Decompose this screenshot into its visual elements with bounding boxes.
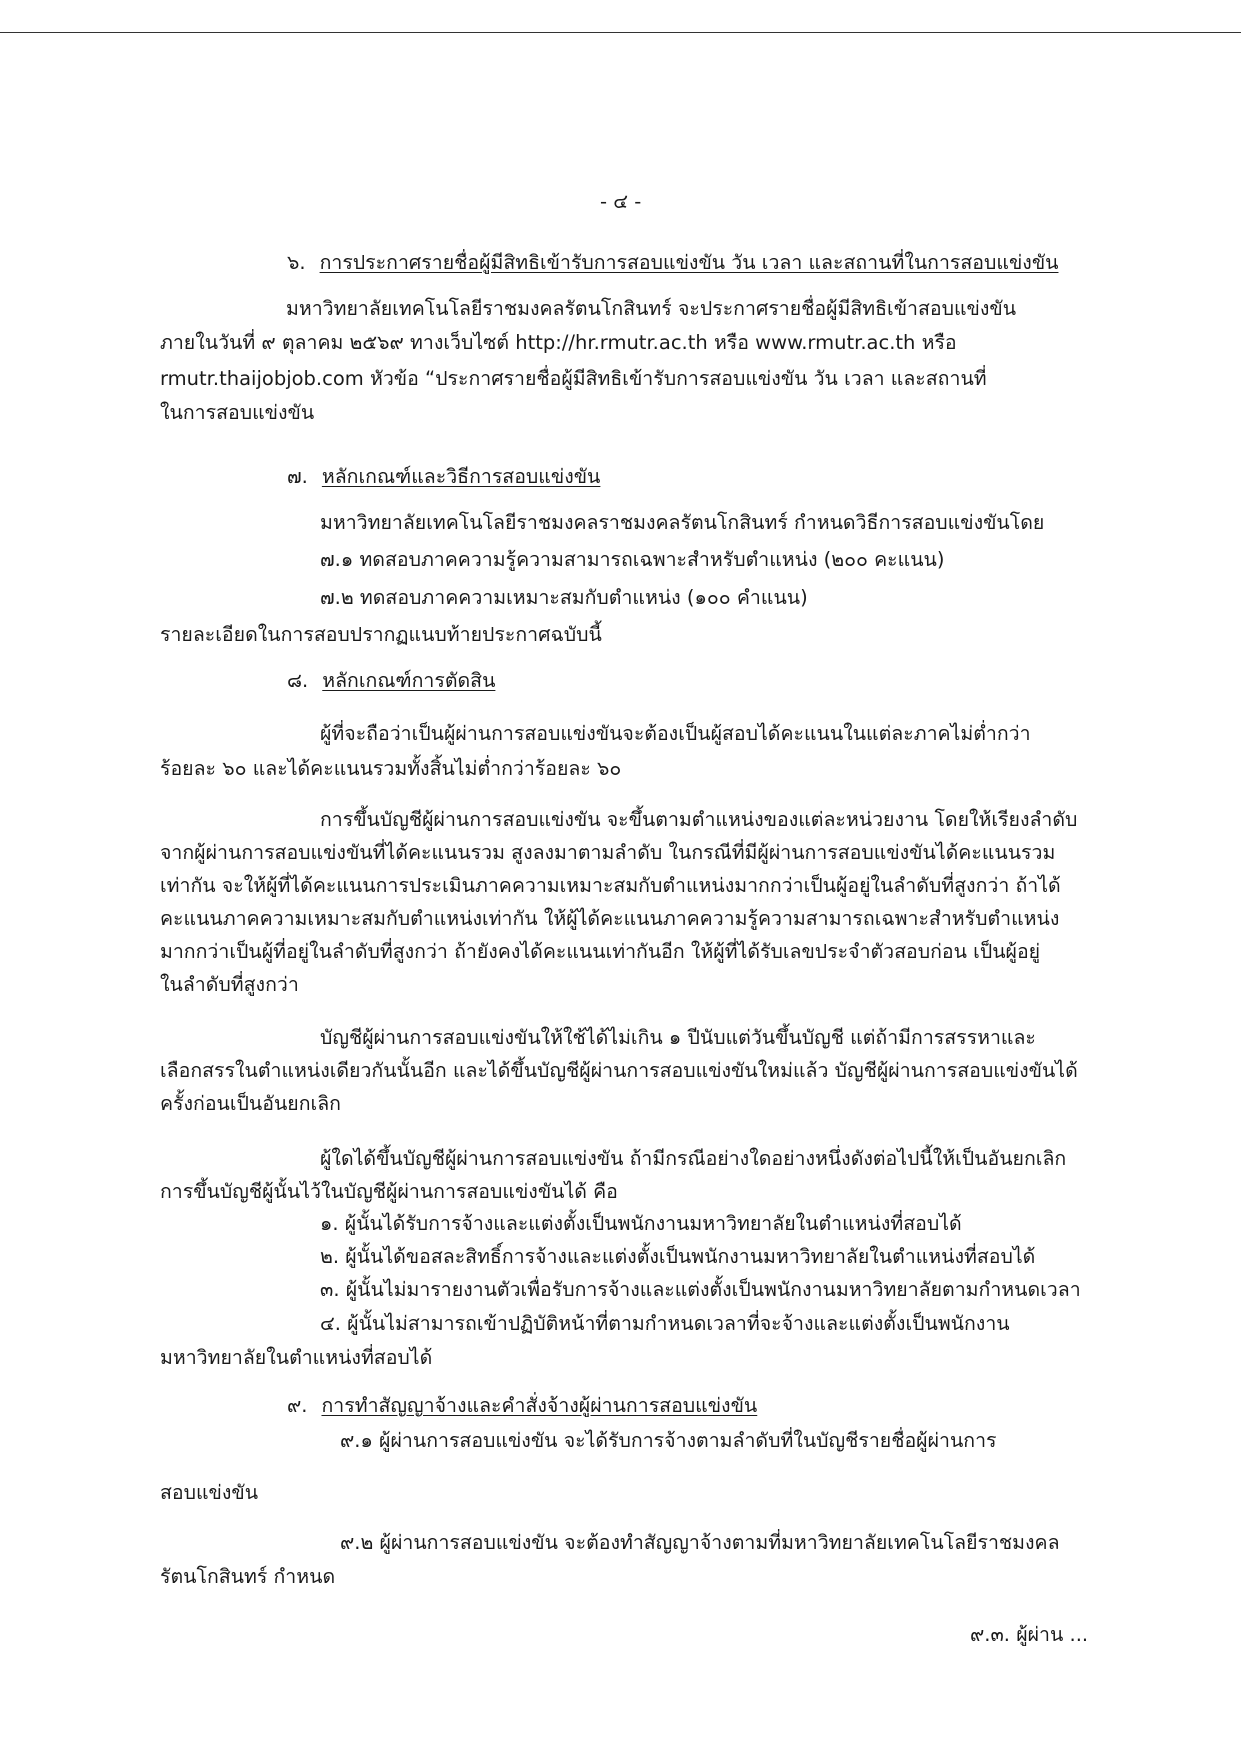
s8-line-5: เท่ากัน จะให้ผู้ที่ได้คะแนนการประเมินภาคความเหมาะสมกับตำแหน่งมากกว่าเป็นผู้อยู่ในลำดับที่สูงกว่า ถ้าได้ bbox=[160, 874, 1061, 897]
s6-line-2: ภายในวันที่ ๙ ตุลาคม ๒๕๖๙ ทางเว็บไซต์ http://hr.rmutr.ac.th หรือ www.rmutr.ac.th หรือ bbox=[160, 331, 957, 354]
section-8-title: หลักเกณฑ์การตัดสิน bbox=[322, 669, 496, 692]
s8-line-1: ผู้ที่จะถือว่าเป็นผู้ผ่านการสอบแข่งขันจะต้องเป็นผู้สอบได้คะแนนในแต่ละภาคไม่ต่ำกว่า bbox=[320, 722, 1031, 745]
s8-line-4: จากผู้ผ่านการสอบแข่งขันที่ได้คะแนนรวม สูงลงมาตามลำดับ ในกรณีที่มีผู้ผ่านการสอบแข่งขันได้คะแนนรวม bbox=[160, 841, 1056, 864]
s8-line-9: บัญชีผู้ผ่านการสอบแข่งขันให้ใช้ได้ไม่เกิน ๑ ปีนับแต่วันขึ้นบัญชี แต่ถ้ามีการสรรหาและ bbox=[320, 1026, 1036, 1049]
s8-item-1: ๑. ผู้นั้นได้รับการจ้างและแต่งตั้งเป็นพนักงานมหาวิทยาลัยในตำแหน่งที่สอบได้ bbox=[320, 1212, 962, 1235]
s8-item-3: ๓. ผู้นั้นไม่มารายงานตัวเพื่อรับการจ้างและแต่งตั้งเป็นพนักงานมหาวิทยาลัยตามกำหนดเวลา bbox=[320, 1278, 1081, 1301]
s8-line-3: การขึ้นบัญชีผู้ผ่านการสอบแข่งขัน จะขึ้นตามตำแหน่งของแต่ละหน่วยงาน โดยให้เรียงลำดับ bbox=[320, 808, 1078, 831]
s8-line-13: การขึ้นบัญชีผู้นั้นไว้ในบัญชีผู้ผ่านการสอบแข่งขันได้ คือ bbox=[160, 1180, 618, 1203]
section-6-title: การประกาศรายชื่อผู้มีสิทธิเข้ารับการสอบแข่งขัน วัน เวลา และสถานที่ในการสอบแข่งขัน bbox=[319, 251, 1059, 274]
s8-line-11: ครั้งก่อนเป็นอันยกเลิก bbox=[160, 1092, 341, 1115]
section-9-title: การทำสัญญาจ้างและคำสั่งจ้างผู้ผ่านการสอบแข่งขัน bbox=[321, 1394, 758, 1417]
s8-line-8: ในลำดับที่สูงกว่า bbox=[160, 973, 299, 996]
s8-line-10: เลือกสรรในตำแหน่งเดียวกันนั้นอีก และได้ขึ้นบัญชีผู้ผ่านการสอบแข่งขันใหม่แล้ว บัญชีผู้ผ่านการสอบแข่งขันได้ bbox=[160, 1059, 1078, 1082]
s8-line-2: ร้อยละ ๖๐ และได้คะแนนรวมทั้งสิ้นไม่ต่ำกว่าร้อยละ ๖๐ bbox=[160, 757, 622, 780]
s9-line-2: สอบแข่งขัน bbox=[160, 1481, 259, 1504]
s7-line-4: รายละเอียดในการสอบปรากฏแนบท้ายประกาศฉบับนี้ bbox=[160, 623, 602, 646]
section-8-heading bbox=[287, 668, 495, 694]
section-6-heading bbox=[287, 250, 1058, 276]
section-8-number: ๘. bbox=[287, 669, 309, 692]
s8-item-2: ๒. ผู้นั้นได้ขอสละสิทธิ์การจ้างและแต่งตั้งเป็นพนักงานมหาวิทยาลัยในตำแหน่งที่สอบได้ bbox=[320, 1245, 1036, 1268]
top-scan-line bbox=[0, 32, 1241, 33]
s8-line-7: มากกว่าเป็นผู้ที่อยู่ในลำดับที่สูงกว่า ถ้ายังคงได้คะแนนเท่ากันอีก ให้ผู้ที่ได้รับเลขประจำตัวสอบก่อน เป็นผู้อยู่ bbox=[160, 940, 1041, 963]
section-7-title: หลักเกณฑ์และวิธีการสอบแข่งขัน bbox=[321, 465, 601, 488]
section-9-heading bbox=[287, 1393, 757, 1419]
s9-line-4: รัตนโกสินทร์ กำหนด bbox=[160, 1565, 336, 1588]
s8-line-6: คะแนนภาคความเหมาะสมกับตำแหน่งเท่ากัน ให้ผู้ได้คะแนนภาคความรู้ความสามารถเฉพาะสำหรับตำแหน่ง bbox=[160, 907, 1060, 930]
s9-line-3: ๙.๒ ผู้ผ่านการสอบแข่งขัน จะต้องทำสัญญาจ้างตามที่มหาวิทยาลัยเทคโนโลยีราชมงคล bbox=[340, 1531, 1060, 1554]
s7-line-2: ๗.๑ ทดสอบภาคความรู้ความสามารถเฉพาะสำหรับตำแหน่ง (๒๐๐ คะแนน) bbox=[320, 548, 945, 571]
continuation-note: ๙.๓. ผู้ผ่าน ... bbox=[970, 1623, 1089, 1646]
s7-line-3: ๗.๒ ทดสอบภาคความเหมาะสมกับตำแหน่ง (๑๐๐ คำแนน) bbox=[320, 586, 808, 609]
s6-line-1: มหาวิทยาลัยเทคโนโลยีราชมงคลรัตนโกสินทร์ จะประกาศรายชื่อผู้มีสิทธิเข้าสอบแข่งขัน bbox=[286, 297, 1017, 320]
page-number: - ๔ - bbox=[600, 190, 642, 213]
section-9-number: ๙. bbox=[287, 1394, 308, 1417]
section-6-number: ๖. bbox=[287, 251, 306, 274]
section-7-heading bbox=[287, 464, 600, 490]
s6-line-4: ในการสอบแข่งขัน bbox=[160, 401, 315, 424]
s7-line-1: มหาวิทยาลัยเทคโนโลยีราชมงคลราชมงคลรัตนโกสินทร์ กำหนดวิธีการสอบแข่งขันโดย bbox=[320, 511, 1045, 534]
s9-line-1: ๙.๑ ผู้ผ่านการสอบแข่งขัน จะได้รับการจ้างตามลำดับที่ในบัญชีรายชื่อผู้ผ่านการ bbox=[340, 1429, 997, 1452]
s8-item-4-cont: มหาวิทยาลัยในตำแหน่งที่สอบได้ bbox=[160, 1346, 433, 1369]
s8-line-12: ผู้ใดได้ขึ้นบัญชีผู้ผ่านการสอบแข่งขัน ถ้ามีกรณีอย่างใดอย่างหนึ่งดังต่อไปนี้ให้เป็นอันยกเลิก bbox=[320, 1147, 1067, 1170]
section-7-number: ๗. bbox=[287, 465, 308, 488]
s6-line-3: rmutr.thaijobjob.com หัวข้อ “ประกาศรายชื่อผู้มีสิทธิเข้ารับการสอบแข่งขัน วัน เวลา และสถานที่ bbox=[160, 367, 987, 390]
s8-item-4: ๔. ผู้นั้นไม่สามารถเข้าปฏิบัติหน้าที่ตามกำหนดเวลาที่จะจ้างและแต่งตั้งเป็นพนักงาน bbox=[320, 1312, 1010, 1335]
